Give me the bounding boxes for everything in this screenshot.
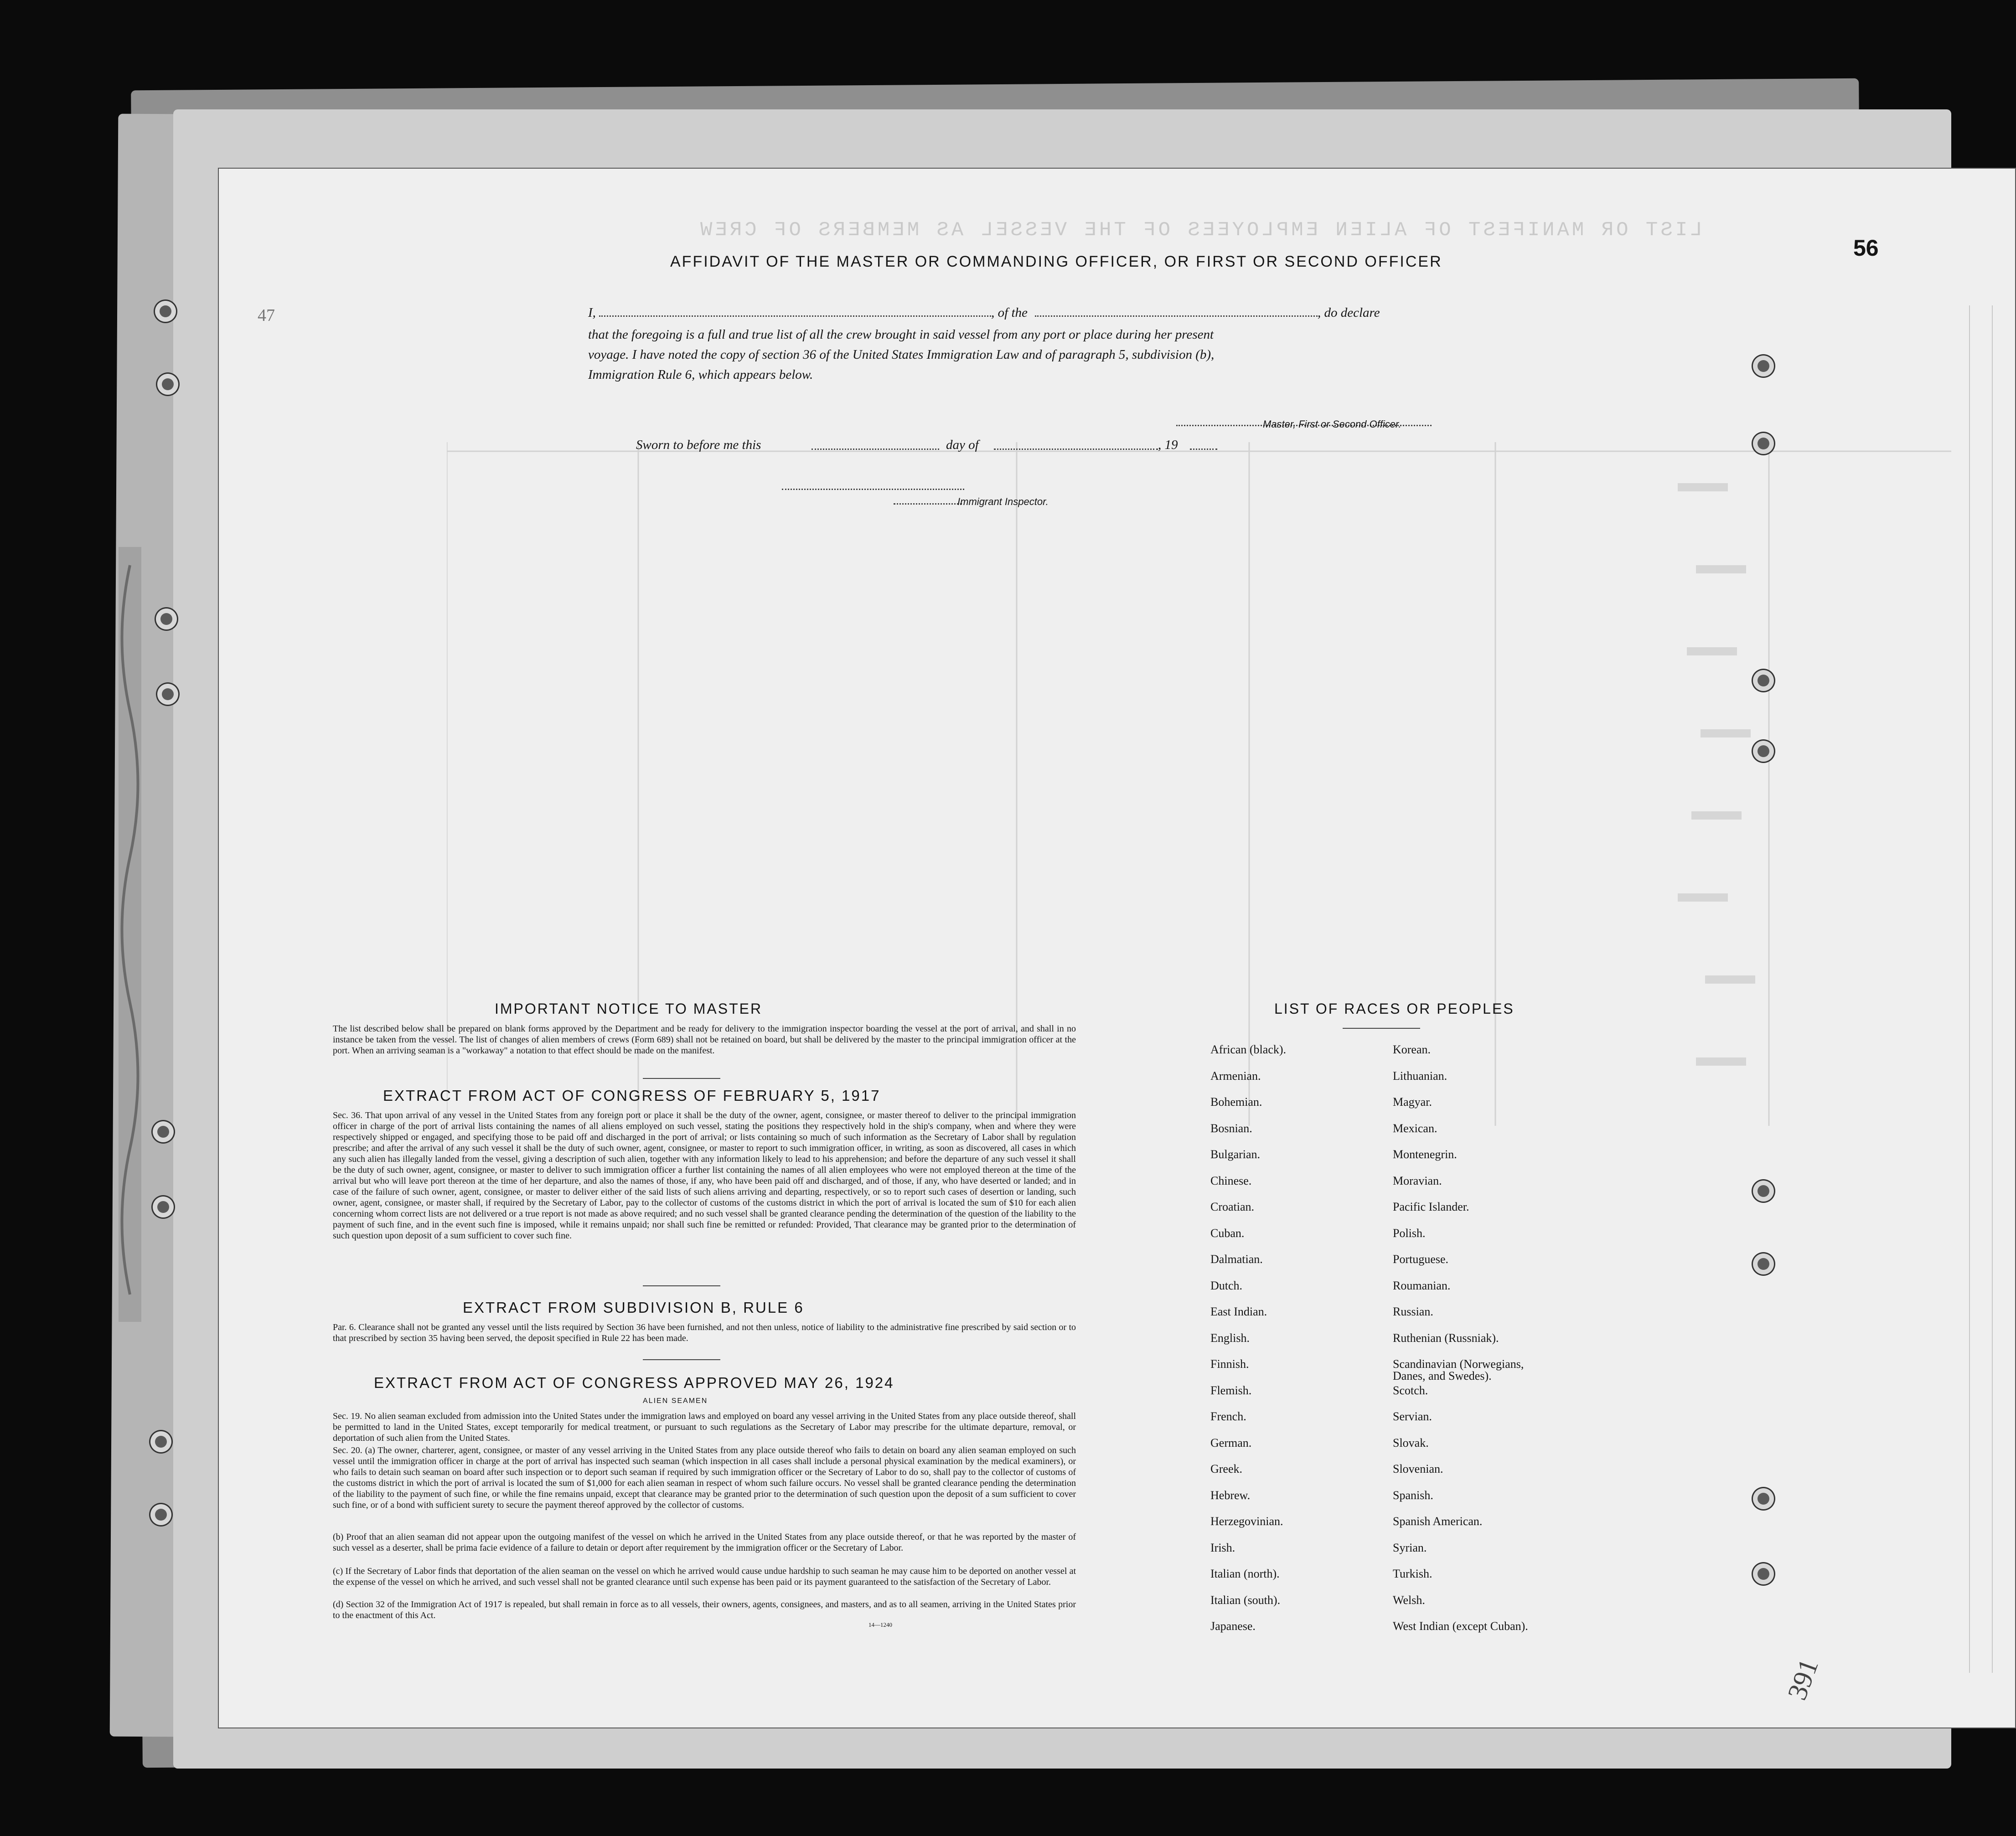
alien-seamen-subtitle: ALIEN SEAMEN bbox=[643, 1397, 708, 1405]
sworn-year-field[interactable] bbox=[1190, 438, 1217, 450]
divider bbox=[1343, 1028, 1420, 1029]
race-item: Bulgarian. bbox=[1210, 1148, 1261, 1161]
races-column-2 bbox=[1393, 1044, 1621, 1647]
extract-1917-title: EXTRACT FROM ACT OF CONGRESS OF FEBRUARY 5, 1917 bbox=[383, 1087, 881, 1104]
extract-1924-sec20d: (d) Section 32 of the Immigration Act of 1917 is repealed, but shall remain in force as to all vessels, their owners, agents, consignees, and masters, and as to all seamen, arriving in the United States prior to the enactment of this Act. bbox=[333, 1599, 1076, 1620]
race-item: Slovak. bbox=[1393, 1436, 1429, 1449]
notice-text: The list described below shall be prepared on blank forms approved by the Department and be ready for delivery to the immigration inspector boarding the vessel at the port of arrival, and shall in no instance be taken from the vessel. The list of changes of alien members of crews (Form 689) shall not be retained on board, but shall be delivered by the master to the principal immigration officer at the port. When an arriving seaman is a "workaway" a notation to that effect should be made on the manifest. bbox=[333, 1024, 1076, 1056]
race-item: Scotch. bbox=[1393, 1383, 1428, 1397]
race-item: East Indian. bbox=[1210, 1305, 1267, 1318]
race-item: Ruthenian (Russniak). bbox=[1393, 1331, 1499, 1345]
race-item: Greek. bbox=[1210, 1462, 1243, 1475]
race-item: Servian. bbox=[1393, 1410, 1432, 1423]
race-item: Bohemian. bbox=[1210, 1095, 1262, 1109]
affidavit-title: AFFIDAVIT OF THE MASTER OR COMMANDING OFFICER, OR FIRST OR SECOND OFFICER bbox=[670, 253, 1442, 270]
race-item: Armenian. bbox=[1210, 1069, 1261, 1083]
race-item: Roumanian. bbox=[1393, 1279, 1451, 1292]
divider bbox=[643, 1078, 720, 1079]
race-item: Irish. bbox=[1210, 1541, 1235, 1554]
race-item: Mexican. bbox=[1393, 1121, 1437, 1135]
binder-hole bbox=[1753, 1563, 1774, 1584]
binder-hole bbox=[1753, 356, 1774, 376]
affidavit-i-label: I, bbox=[588, 305, 596, 320]
binder-hole bbox=[155, 301, 176, 322]
binder-hole bbox=[1753, 670, 1774, 691]
race-item: English. bbox=[1210, 1331, 1250, 1345]
binder-hole bbox=[153, 1121, 174, 1142]
race-item: Italian (north). bbox=[1210, 1567, 1280, 1580]
race-item: Flemish. bbox=[1210, 1383, 1252, 1397]
extract-1924-sec20a: Sec. 20. (a) The owner, charterer, agent, consignee, or master of any vessel arriving in the United States from any place outside thereof who fails to detain on board any alien seaman employed on such vessel until the immigration officer in charge at the port of arrival has inspected such seaman (which inspection in all cases shall include a personal physical examination by the medical examiners), or who fails to detain such seaman on board after such inspection or to deport such seaman if required by such immigration officer or the Secretary of Labor to do so, shall pay to the collector of customs of the customs district in which the port of arrival is located the sum of $1,000 for each alien seaman in respect of whom such failure occurs. No vessel shall be granted clearance pending the determination of the liability to the payment of such fine, or while the fine remains unpaid, except that clearance may be granted prior to the determination of such question upon the deposit of a sum sufficient to cover such fine, or of a bond with sufficient surety to secure the payment thereof approved by the collector of customs. bbox=[333, 1445, 1076, 1510]
sworn-day-field[interactable] bbox=[812, 438, 939, 450]
binder-hole bbox=[156, 609, 177, 629]
page-number: 56 bbox=[1853, 235, 1879, 261]
binder-hole bbox=[153, 1196, 174, 1217]
binder-hole bbox=[1753, 741, 1774, 762]
subdivision-b-title: EXTRACT FROM SUBDIVISION B, RULE 6 bbox=[463, 1299, 804, 1316]
handwritten-number: 391 bbox=[1782, 1655, 1824, 1704]
race-item: Italian (south). bbox=[1210, 1593, 1281, 1607]
manifest-page bbox=[219, 169, 2015, 1728]
form-number: 14—1240 bbox=[868, 1621, 892, 1628]
race-item: Dutch. bbox=[1210, 1279, 1243, 1292]
race-item: Magyar. bbox=[1393, 1095, 1432, 1109]
affidavit-line-1b bbox=[1035, 305, 1380, 320]
race-item: Scandinavian (Norwegians, Danes, and Swedes). bbox=[1393, 1357, 1524, 1382]
vessel-name-field[interactable] bbox=[1035, 305, 1318, 317]
binder-hole bbox=[150, 1431, 171, 1452]
race-item: Dalmatian. bbox=[1210, 1253, 1263, 1266]
bleed-through-heading: LIST OR MANIFEST OF ALIEN EMPLOYEES OF THE VESSEL AS MEMBERS OF CREW bbox=[698, 219, 1702, 242]
sworn-day-of: day of bbox=[946, 438, 979, 452]
race-item: West Indian (except Cuban). bbox=[1393, 1619, 1528, 1633]
sworn-month-field[interactable] bbox=[994, 438, 1158, 450]
race-item: African (black). bbox=[1210, 1043, 1287, 1056]
sworn-year-label: , 19 bbox=[1158, 438, 1178, 452]
races-title: LIST OF RACES OR PEOPLES bbox=[1274, 1001, 1515, 1017]
race-item: Moravian. bbox=[1393, 1174, 1442, 1187]
race-item: Pacific Islander. bbox=[1393, 1200, 1469, 1213]
page-edge-ruling bbox=[1965, 305, 2015, 1673]
race-item: Korean. bbox=[1393, 1043, 1431, 1056]
race-item: Spanish. bbox=[1393, 1488, 1433, 1502]
races-column-1 bbox=[1210, 1044, 1384, 1647]
inspector-signature-field[interactable] bbox=[782, 479, 964, 490]
officer-name-field[interactable] bbox=[599, 305, 991, 317]
race-item: Herzegovinian. bbox=[1210, 1515, 1283, 1528]
inspector-signature-field-2[interactable] bbox=[894, 493, 962, 505]
race-item: Cuban. bbox=[1210, 1226, 1245, 1240]
subdivision-b-text: Par. 6. Clearance shall not be granted any vessel until the lists required by Section 36 have been furnished, and not then unless, notice of liability to the administrative fine prescribed by said section or to that prescribed by section 35 having been served, the deposit specified in Rule 22 has been made. bbox=[333, 1322, 1076, 1343]
race-item: Montenegrin. bbox=[1393, 1148, 1457, 1161]
race-item: Syrian. bbox=[1393, 1541, 1427, 1554]
margin-note: 47 bbox=[258, 306, 275, 325]
race-item: Croatian. bbox=[1210, 1200, 1255, 1213]
extract-1924-sec19: Sec. 19. No alien seaman excluded from admission into the United States under the immigration laws and employed on board any vessel arriving in the United States from any place outside thereof, shall be permitted to land in the United States, except temporarily for medical treatment, or pursuant to such regulations as the Secretary of Labor may prescribe for the ultimate departure, removal, or deportation of such alien from the United States. bbox=[333, 1411, 1076, 1443]
race-item: Russian. bbox=[1393, 1305, 1433, 1318]
race-item: Polish. bbox=[1393, 1226, 1426, 1240]
divider bbox=[643, 1285, 720, 1286]
affidavit-line-3: voyage. I have noted the copy of section 36 of the United States Immigration Law and of paragraph 5, subdivision (b), bbox=[588, 347, 1215, 362]
binder-hole bbox=[1753, 1488, 1774, 1509]
extract-1924-title: EXTRACT FROM ACT OF CONGRESS APPROVED MAY 26, 1924 bbox=[374, 1374, 894, 1391]
affidavit-line-4: Immigration Rule 6, which appears below. bbox=[588, 367, 813, 382]
binder-hole bbox=[150, 1504, 171, 1525]
sworn-label: Sworn to before me this bbox=[636, 438, 761, 452]
binder-hole bbox=[1753, 433, 1774, 454]
race-item: Japanese. bbox=[1210, 1619, 1256, 1633]
affidavit-of-the: , of the bbox=[991, 305, 1028, 320]
master-signature-label: Master, First or Second Officer. bbox=[1263, 418, 1401, 430]
race-item: Spanish American. bbox=[1393, 1515, 1483, 1528]
race-item: Hebrew. bbox=[1210, 1488, 1251, 1502]
race-item: Finnish. bbox=[1210, 1357, 1249, 1371]
notice-title: IMPORTANT NOTICE TO MASTER bbox=[495, 1001, 763, 1017]
extract-1917-text: Sec. 36. That upon arrival of any vessel in the United States from any foreign port or place it shall be the duty of the owner, agent, consignee, or master thereof to deliver to the principal immigration officer in charge of the port of arrival lists containing the names of all aliens employed on such vessel, stating the positions they respectively hold in the ship's company, when and where they were respectively shipped or engaged, and specifying those to be paid off and discharged in the port of arrival; or lists containing so much of such information as the Secretary of Labor shall by regulation prescribe; and after the arrival of any such vessel it shall be the duty of such owner, agent, consignee, or master to report to such immigration officer, in writing, as soon as discovered, all cases in which any such alien has illegally landed from the vessel, giving a description of such alien, together with any information likely to lead to his apprehension; and before the departure of any such vessel it shall be the duty of such owner, agent, consignee, or master to deliver to such immigration officer a further list containing the names of all alien employees who were not employed thereon at the time of the arrival but who will leave port thereon at the time of her departure, and also the names of those, if any, who have been paid off and discharged, and of those, if any, who have deserted or landed; and in case of the failure of such owner, agent, consignee, or master to deliver either of the said lists of such aliens arriving and departing, respectively, or so to report such cases of desertion or landing, such owner, agent, consignee, or master shall, if required by the Secretary of Labor, pay to the collector of customs of the customs district in which the port of arrival is located the sum of $10 for each alien concerning whom correct lists are not delivered or a true report is not made as above required; and no such vessel shall be granted clearance pending the determination of the question of the liability to the payment of such fine, and in the event such fine is imposed, while it remains unpaid; nor shall such fine be remitted or refunded: Provided, That clearance may be granted prior to the determination of such question upon deposit of a sum sufficient to cover such fine. bbox=[333, 1110, 1076, 1241]
extract-1924-sec20c: (c) If the Secretary of Labor finds that deportation of the alien seaman on the vessel on which he arrived would cause undue hardship to such seaman he may cause him to be deported on another vessel at the expense of the vessel on which he arrived, and such vessel shall not be granted clearance until such expense has been paid or its payment guaranteed to the satisfaction of the Secretary of Labor. bbox=[333, 1566, 1076, 1587]
race-item: Slovenian. bbox=[1393, 1462, 1443, 1475]
date-stamp-ridge bbox=[105, 547, 155, 1322]
inspector-label: Immigrant Inspector. bbox=[957, 496, 1049, 507]
race-item: Turkish. bbox=[1393, 1567, 1432, 1580]
race-item: Portuguese. bbox=[1393, 1253, 1449, 1266]
race-item: Chinese. bbox=[1210, 1174, 1252, 1187]
binder-hole bbox=[157, 374, 178, 395]
race-item: French. bbox=[1210, 1410, 1246, 1423]
race-item: Bosnian. bbox=[1210, 1121, 1252, 1135]
affidavit-line-2: that the foregoing is a full and true list of all the crew brought in said vessel from any port or place during her present bbox=[588, 327, 1214, 342]
race-item: German. bbox=[1210, 1436, 1252, 1449]
divider bbox=[643, 1359, 720, 1360]
race-item: Welsh. bbox=[1393, 1593, 1425, 1607]
extract-1924-sec20b: (b) Proof that an alien seaman did not appear upon the outgoing manifest of the vessel on which he arrived in the United States from any place outside thereof, or that he was reported by the master of such vessel as a deserter, shall be prima facie evidence of a failure to detain or deport after requirement by the immigration officer or the Secretary of Labor. bbox=[333, 1532, 1076, 1553]
binder-hole bbox=[1753, 1181, 1774, 1202]
affidavit-do-declare: , do declare bbox=[1318, 305, 1380, 320]
race-item: Lithuanian. bbox=[1393, 1069, 1447, 1083]
binder-hole bbox=[157, 684, 178, 705]
binder-hole bbox=[1753, 1253, 1774, 1274]
